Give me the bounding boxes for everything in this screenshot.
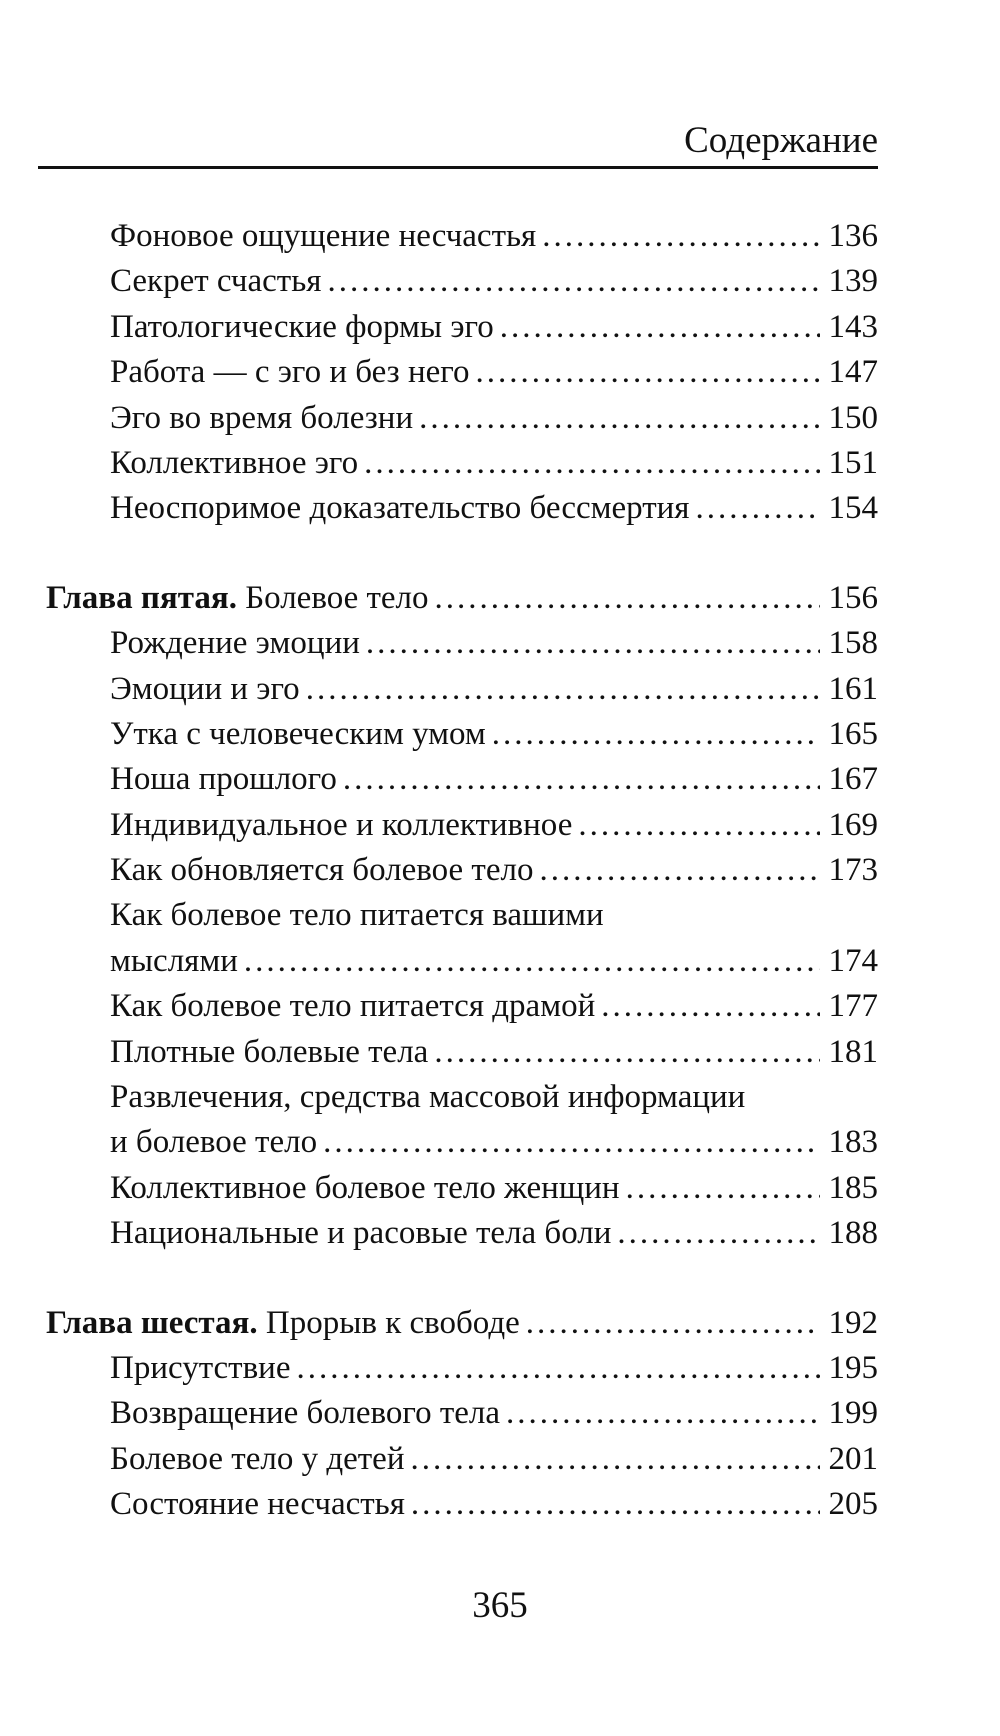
dot-leader <box>617 1215 820 1252</box>
toc-entry-title: Фоновое ощущение несчастья <box>110 218 537 254</box>
toc-entry-title: Эмоции и эго <box>110 670 300 707</box>
dot-leader <box>578 807 820 844</box>
toc-chapter-heading <box>46 580 878 625</box>
page-number: 365 <box>472 1585 528 1626</box>
toc-entry <box>46 807 878 852</box>
dot-leader <box>306 671 820 708</box>
dot-leader <box>411 1486 820 1523</box>
toc-entry <box>46 1441 878 1486</box>
toc-entry <box>46 625 878 670</box>
toc-entry-title: Как болевое тело питается драмой <box>110 988 596 1025</box>
toc-chapter-heading <box>46 1305 878 1350</box>
chapter-name: Прорыв к свободе <box>265 1304 520 1341</box>
toc-entry-page: 165 <box>828 715 878 752</box>
toc-entry-page: 192 <box>828 1304 878 1341</box>
dot-leader <box>366 625 820 662</box>
dot-leader <box>695 490 820 527</box>
dot-leader <box>411 1441 821 1478</box>
toc-entry-page: 150 <box>828 399 878 436</box>
dot-leader <box>492 716 820 753</box>
toc-entry-page: 177 <box>828 988 878 1025</box>
toc-entry <box>46 1034 878 1079</box>
dot-leader <box>539 852 820 889</box>
toc-entry-wrapped-first-line <box>46 1079 878 1124</box>
table-of-contents <box>46 218 878 1532</box>
toc-entry-title: Эго во время болезни <box>110 399 414 436</box>
toc-entry-page: 161 <box>828 670 878 707</box>
running-head: Содержание <box>684 120 878 161</box>
toc-entry-title: Работа — с эго и без него <box>110 354 470 391</box>
toc-entry-title: Как болевое тело питается вашими <box>110 897 604 934</box>
dot-leader <box>601 988 820 1025</box>
toc-entry-page: 154 <box>828 490 878 527</box>
toc-entry-title: Присутствие <box>110 1349 291 1386</box>
toc-entry-page: 139 <box>828 263 878 300</box>
toc-entry-title: Коллективное эго <box>110 444 359 481</box>
toc-entry-title-continued: и болевое тело <box>110 1124 318 1161</box>
toc-entry <box>46 1215 878 1260</box>
toc-entry-title: Плотные болевые тела <box>110 1033 429 1070</box>
toc-entry <box>46 1124 878 1169</box>
dot-leader <box>419 400 820 437</box>
toc-entry <box>46 943 878 988</box>
toc-entry-page: 205 <box>828 1486 878 1523</box>
toc-entry-title: Коллективное болевое тело женщин <box>110 1169 620 1206</box>
dot-leader <box>327 263 820 300</box>
toc-entry-page: 185 <box>828 1169 878 1206</box>
toc-entry-title: Ноша прошлого <box>110 761 337 798</box>
toc-chapter-title <box>46 1305 520 1342</box>
toc-entry <box>46 988 878 1033</box>
toc-entry-title: Возвращение болевого тела <box>110 1395 501 1432</box>
toc-entry-page: 173 <box>828 852 878 889</box>
toc-entry <box>46 761 878 806</box>
section-gap <box>46 536 878 580</box>
toc-entry <box>46 400 878 445</box>
toc-entry <box>46 671 878 716</box>
dot-leader <box>343 761 820 798</box>
toc-entry-title: Рождение эмоции <box>110 625 360 662</box>
dot-leader <box>526 1305 820 1342</box>
toc-entry-title: Патологические формы эго <box>110 308 494 345</box>
dot-leader <box>323 1124 820 1161</box>
toc-entry-title: Утка с человеческим умом <box>110 715 486 752</box>
toc-entry <box>46 716 878 761</box>
toc-chapter-title <box>46 580 429 617</box>
chapter-name: Болевое тело <box>245 579 429 616</box>
toc-entry-page: 143 <box>828 308 878 345</box>
toc-entry <box>46 490 878 535</box>
toc-entry <box>46 309 878 354</box>
toc-entry <box>46 1350 878 1395</box>
toc-entry-title: Состояние несчастья <box>110 1486 405 1523</box>
toc-entry-page: 181 <box>828 1033 878 1070</box>
toc-entry-page: 183 <box>828 1124 878 1161</box>
toc-entry-title: Неоспоримое доказательство бессмертия <box>110 490 690 527</box>
toc-entry <box>46 263 878 308</box>
dot-leader <box>500 309 820 346</box>
dot-leader <box>626 1170 820 1207</box>
toc-entry-page: 195 <box>828 1349 878 1386</box>
dot-leader <box>435 580 820 617</box>
dot-leader <box>542 218 820 255</box>
toc-entry <box>46 218 878 263</box>
toc-entry-page: 167 <box>828 761 878 798</box>
chapter-number: Глава шестая. <box>46 1304 258 1341</box>
toc-entry-page: 199 <box>828 1395 878 1432</box>
toc-entry-title: Как обновляется болевое тело <box>110 852 534 889</box>
chapter-number: Глава пятая. <box>46 579 237 616</box>
toc-entry-title: Индивидуальное и коллективное <box>110 806 573 843</box>
toc-entry-title: Болевое тело у детей <box>110 1440 405 1477</box>
toc-entry-page: 156 <box>828 579 878 616</box>
toc-entry <box>46 852 878 897</box>
toc-entry-page: 136 <box>828 218 878 254</box>
dot-leader <box>244 943 820 980</box>
toc-entry-wrapped-first-line <box>46 897 878 942</box>
toc-entry <box>46 1170 878 1215</box>
toc-entry <box>46 1486 878 1531</box>
dot-leader <box>434 1034 820 1071</box>
toc-entry-page: 151 <box>828 444 878 481</box>
toc-entry-page: 174 <box>828 942 878 979</box>
section-gap <box>46 1261 878 1305</box>
toc-entry-title: Национальные и расовые тела боли <box>110 1215 612 1252</box>
toc-entry <box>46 354 878 399</box>
header-rule <box>38 166 878 169</box>
toc-entry-title: Секрет счастья <box>110 263 322 300</box>
toc-entry-page: 188 <box>828 1215 878 1252</box>
dot-leader <box>297 1350 821 1387</box>
toc-entry-title-continued: мыслями <box>110 942 238 979</box>
toc-entry-page: 201 <box>828 1440 878 1477</box>
toc-entry <box>46 445 878 490</box>
dot-leader <box>475 354 820 391</box>
toc-entry-page: 147 <box>828 354 878 391</box>
dot-leader <box>506 1395 820 1432</box>
dot-leader <box>364 445 820 482</box>
toc-entry-page: 169 <box>828 806 878 843</box>
toc-entry <box>46 1395 878 1440</box>
toc-entry-title: Развлечения, средства массовой информации <box>110 1079 746 1116</box>
toc-entry-page: 158 <box>828 625 878 662</box>
